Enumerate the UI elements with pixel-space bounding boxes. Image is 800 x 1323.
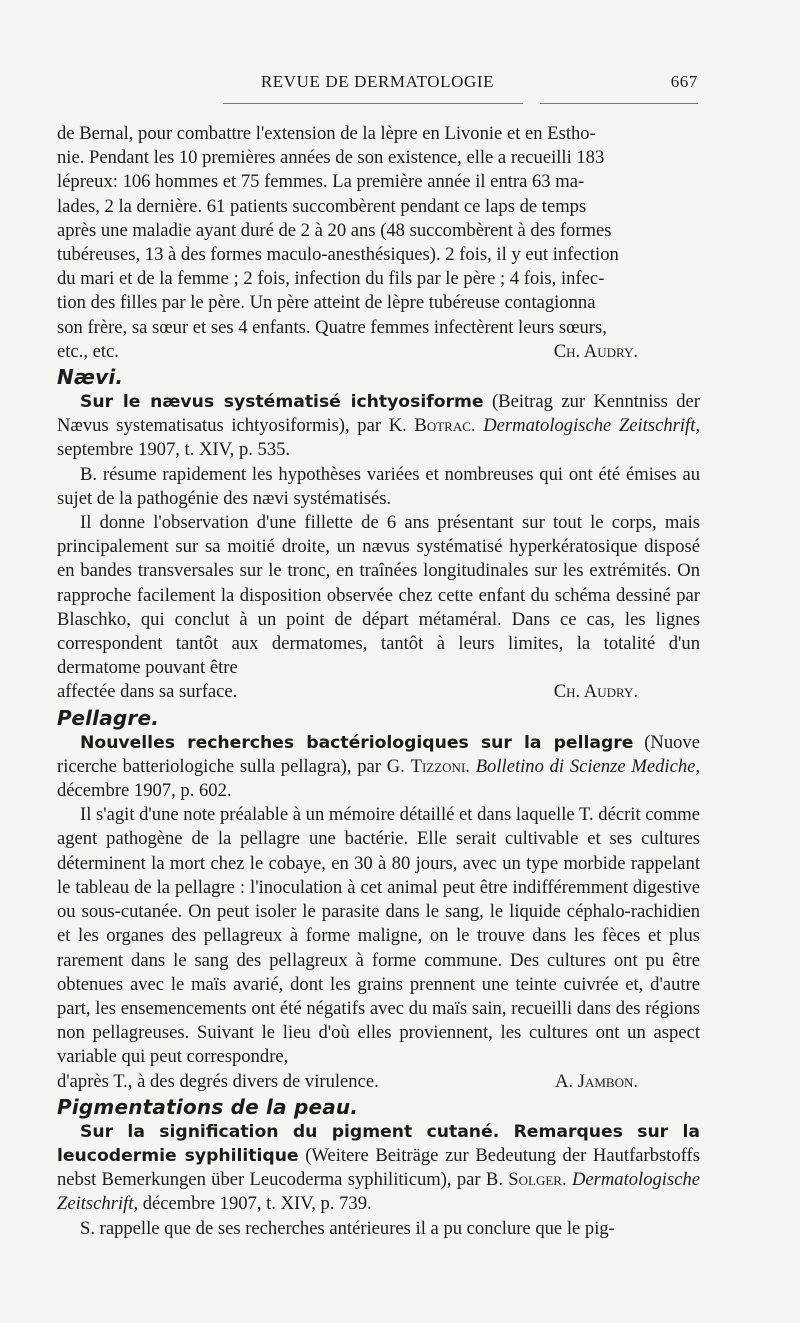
naevi-citation-post: septembre 1907, t. XIV, p. 535. [57,439,291,461]
naevi-article-title: Sur le nævus systématisé ichtyosiforme [80,392,484,413]
pigmentations-journal: Dermatologische Zeitschrift, [57,1169,701,1215]
naevi-last-line: affectée dans sa surface. [57,681,238,703]
leprosy-signoff [57,340,700,364]
naevi-signoff [57,680,700,704]
body-text [57,122,700,1241]
pigmentations-citation [57,1120,700,1217]
pellagre-signature: A. Jambon. [554,1070,638,1092]
section-heading-pellagre: Pellagre. [57,705,160,730]
running-title: REVUE DE DERMATOLOGIE [260,72,495,91]
pellagre-citation [57,731,700,804]
naevi-citation-mid: . [470,415,484,437]
leprosy-line-2: nie. Pendant les 10 premières années de son existence, elle a recueilli 183 [57,147,605,169]
naevi-paragraph-2: Il donne l'observation d'une fillette de 6 ans présentant sur tout le corps, mais principalement sur sa moitié droite, un nævus systématisé hyperkératosique disposé en bandes transversales sur le tronc, en traînées longitudinales sur les extrémités. On rapproche facilement la disposition observée chez cette enfant du schéma dessiné par Blaschko, qui conclut à un point de départ métaméral. Dans ce cas, les lignes correspondent tantôt aux dermatomes, tantôt à leurs limites, la totalité d'un dermatome pouvant être [57,512,700,679]
section-heading-naevi: Nævi. [57,365,124,390]
leprosy-line-3: lépreux: 106 hommes et 75 femmes. La première année il entra 63 ma- [57,171,585,193]
section-heading-pigmentations: Pigmentations de la peau. [57,1094,359,1119]
pigmentations-citation-pre: (Weitere Beiträge zur Bedeutung der Hautfarbstoffs nebst Bemerkungen über Leucoderma syphiliticum), par B. [57,1144,700,1191]
leprosy-line-4: lades, 2 la dernière. 61 patients succombèrent pendant ce laps de temps [57,195,587,217]
naevi-paragraph-1: B. résume rapidement les hypothèses variées et nombreuses qui ont été émises au sujet de la pathogénie des nævi systématisés. [57,463,700,509]
leprosy-line-6: tubéreuses, 13 à des formes maculo-anesthésiques). 2 fois, il y eut infection [57,244,619,266]
leprosy-line-8: tion des filles par le père. Un père atteint de lèpre tubéreuse contagionna [57,292,596,314]
leprosy-signature: Ch. Audry. [553,340,638,362]
header-rule-right [540,103,698,104]
pigmentations-paragraph-1: S. rappelle que de ses recherches antérieures il a pu conclure que le pig- [80,1217,615,1239]
header-rule [223,103,523,104]
leprosy-line-1: de Bernal, pour combattre l'extension de la lèpre en Livonie et en Estho- [57,123,596,144]
pellagre-citation-pre: (Nuove ricerche batteriologiche sulla pellagra), par G. [57,731,700,777]
pellagre-signoff [57,1070,700,1094]
pellagre-last-line: d'après T., à des degrés divers de virulence. [57,1070,379,1092]
pellagre-citation-mid: . [465,755,476,777]
leprosy-line-5: après une maladie ayant duré de 2 à 20 ans (48 succombèrent à des formes [57,219,612,241]
naevi-author: K. Botrac [388,415,471,437]
pellagre-article-title: Nouvelles recherches bactériologiques sur la pellagre [80,732,634,753]
running-head [57,72,698,98]
leprosy-line-9: son frère, sa sœur et ses 4 enfants. Quatre femmes infectèrent leurs sœurs, [57,316,607,338]
pellagre-citation-post: décembre 1907, p. 602. [57,780,232,802]
pellagre-journal: Bolletino di Scienze Mediche, [475,755,701,777]
pellagre-paragraph-1: Il s'agit d'une note préalable à un mémoire détaillé et dans laquelle T. décrit comme agent pathogène de la pellagre une bactérie. Elle serait cultivable et ses cultures déterminent la mort chez le cobaye, en 30 à 80 jours, avec un type morbide rappelant le tableau de la pellagre : l'inoculation à cet animal peut être indifféremment digestive ou sous-cutanée. On peut isoler le parasite dans le sang, le liquide céphalo-rachidien et les organes des pellagreux à forme maligne, on le trouve dans les fèces et plus rarement dans le sang des pellagreux à forme commune. Des cultures ont pu être obtenues avec le maïs avarié, dont les grains prennent une teinte cuivrée et, d'autre part, les ensemencements ont été négatifs avec du maïs sain, recueilli dans des régions non pellagreuses. Suivant le lieu d'où elles proviennent, les cultures ont un aspect variable qui peut correspondre, [57,804,700,1068]
pigmentations-citation-mid: . [561,1169,572,1191]
page-number: 667 [670,72,698,91]
naevi-citation [57,390,700,463]
leprosy-line-7: du mari et de la femme ; 2 fois, infection du fils par le père ; 4 fois, infec- [57,268,605,290]
naevi-journal: Dermatologische Zeitschrift, [483,415,701,437]
naevi-citation-pre: (Beitrag zur Kenntniss der Nævus systematisatus ichtyosiformis), par [57,391,700,437]
pigmentations-article-title: Sur la signification du pigment cutané. Remarques sur la leucodermie syphilitique [57,1121,700,1166]
pigmentations-citation-post: décembre 1907, t. XIV, p. 739. [138,1193,372,1215]
leprosy-last-line: etc., etc. [57,340,119,362]
naevi-signature: Ch. Audry. [553,681,638,703]
pigmentations-author: Solger [508,1169,562,1191]
pellagre-author: Tizzoni [410,755,466,777]
